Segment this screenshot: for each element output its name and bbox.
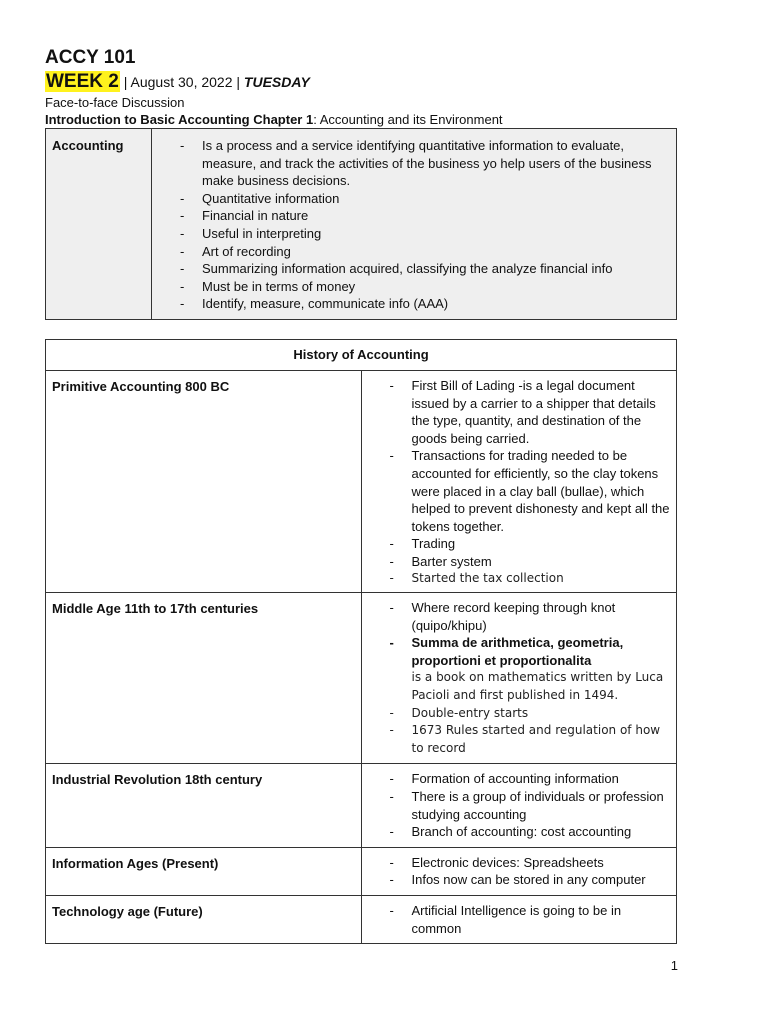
list-item: - Barter system (382, 553, 673, 571)
history-table (45, 339, 677, 944)
list-item: - Infos now can be stored in any computer (382, 871, 673, 889)
discussion-type: Face-to-face Discussion (45, 95, 185, 110)
table-row (46, 895, 677, 943)
accounting-definition-table (45, 128, 677, 320)
lecture-day: TUESDAY (243, 74, 310, 90)
list-item: - Where record keeping through knot (quipo/khipu) (382, 599, 673, 634)
list-item: - Double-entry starts (382, 705, 673, 723)
list-item: - Art of recording (172, 243, 672, 261)
list-item: - Identify, measure, communicate info (AAA) (172, 295, 672, 313)
list-item: - First Bill of Lading -is a legal document issued by a carrier to a shipper that details the type, quantity, and destination of the goods being carried. (382, 377, 673, 447)
accounting-list (172, 137, 672, 313)
table-header-row (46, 339, 677, 370)
list-item: - There is a group of individuals or profession studying accounting (382, 788, 673, 823)
period-content (361, 764, 677, 847)
list-item: - Transactions for trading needed to be accounted for efficiently, so the clay tokens were placed in a clay ball (bullae), which helped to prevent dishonesty and kept all the tokens together. (382, 447, 673, 535)
table-row (46, 370, 677, 592)
topic-subtitle: : Accounting and its Environment (313, 112, 503, 127)
accounting-label: Accounting (46, 129, 152, 320)
table-row (46, 593, 677, 764)
week-line: WEEK 2 | August 30, 2022 | TUESDAY (46, 71, 310, 92)
period-label: Information Ages (Present) (46, 847, 362, 895)
list-item: - Must be in terms of money (172, 278, 672, 296)
list-item: - Started the tax collection (382, 570, 673, 588)
list-item: - 1673 Rules started and regulation of how to record (382, 722, 673, 757)
topic-chapter: Introduction to Basic Accounting Chapter 1 (45, 112, 314, 127)
table-row (46, 764, 677, 847)
week-highlight: WEEK 2 (46, 71, 119, 92)
period-label: Industrial Revolution 18th century (46, 764, 362, 847)
list-item: - Summarizing information acquired, classifying the analyze financial info (172, 260, 672, 278)
page-number: 1 (670, 958, 678, 973)
period-content (361, 847, 677, 895)
accounting-content (152, 129, 677, 320)
list-item: - Financial in nature (172, 207, 672, 225)
list-item: - Formation of accounting information (382, 770, 673, 788)
document-page (45, 46, 677, 944)
lecture-date: August 30, 2022 (130, 74, 233, 90)
period-label: Primitive Accounting 800 BC (46, 370, 362, 592)
list-item: - Electronic devices: Spreadsheets (382, 854, 673, 872)
list-item: - Is a process and a service identifying quantitative information to evaluate, measure, and track the activities of the business yo help users of the business make business decisions. (172, 137, 672, 190)
list-item: - Trading (382, 535, 673, 553)
period-content (361, 370, 677, 592)
period-label: Technology age (Future) (46, 895, 362, 943)
list-item: - Artificial Intelligence is going to be in common (382, 902, 673, 937)
topic-line (45, 111, 677, 128)
list-item: - Quantitative information (172, 190, 672, 208)
period-content (361, 593, 677, 764)
list-item-continuation: is a book on mathematics written by Luca Pacioli and first published in 1494. (411, 670, 664, 703)
course-title: ACCY 101 (45, 47, 136, 68)
table-row (46, 847, 677, 895)
list-item: - Branch of accounting: cost accounting (382, 823, 673, 841)
period-content (361, 895, 677, 943)
history-title: History of Accounting (46, 339, 677, 370)
period-label: Middle Age 11th to 17th centuries (46, 593, 362, 764)
list-item: - Useful in interpreting (172, 225, 672, 243)
table-row (46, 129, 677, 320)
list-item: - Summa de arithmetica, geometria, proportioni et proportionalita (382, 634, 673, 669)
